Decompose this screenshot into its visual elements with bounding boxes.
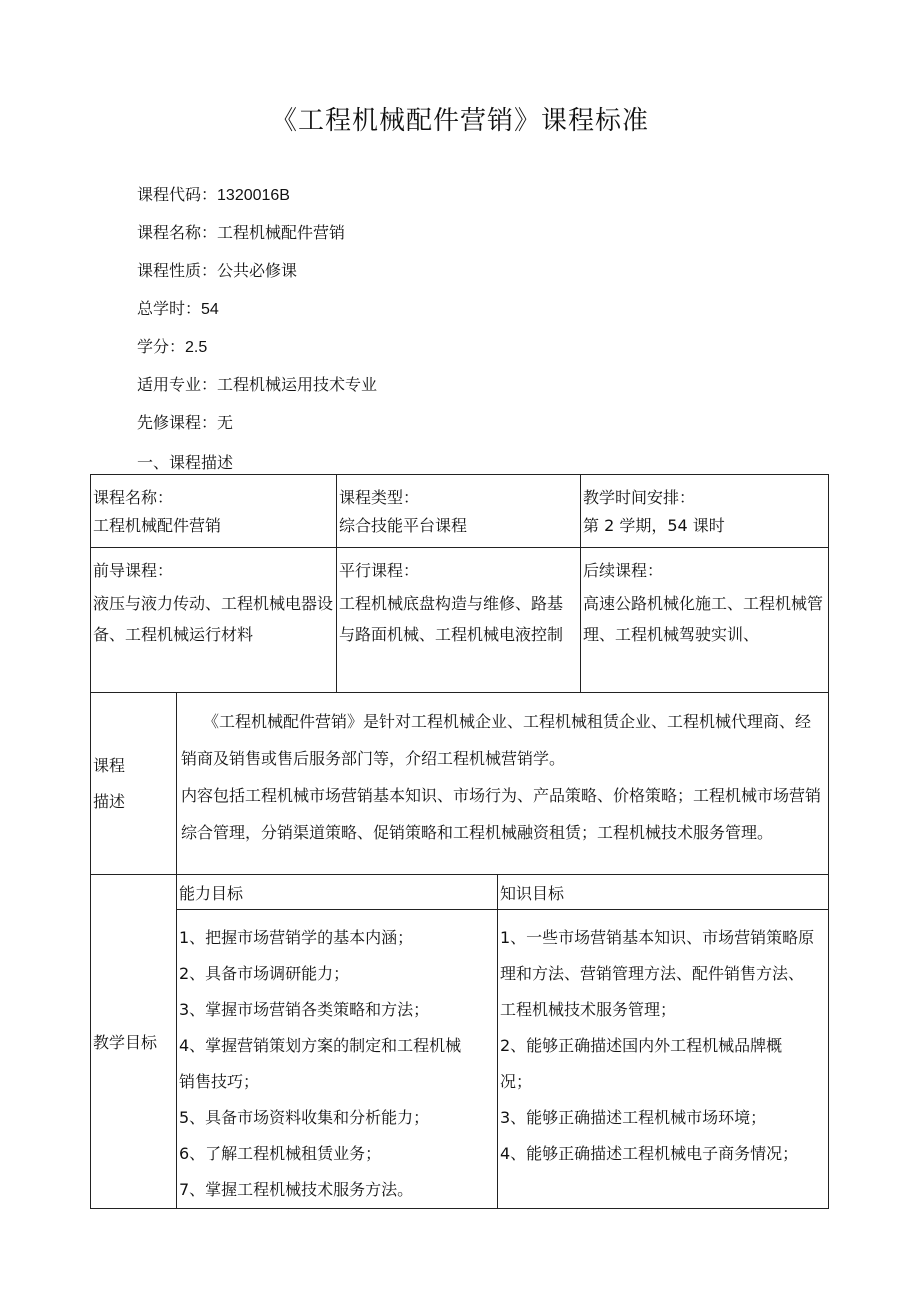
cell-goals-label: 教学目标: [91, 875, 177, 1209]
parallel-label: 平行课程：: [339, 561, 420, 580]
list-item: 3、能够正确描述工程机械市场环境；: [500, 1108, 767, 1127]
description-paragraph-1: 《工程机械配件营销》是针对工程机械企业、工程机械租赁企业、工程机械代理商、经销商及销售或售后服务部门等，介绍工程机械营销学。: [181, 712, 812, 768]
cell-course-type: [337, 475, 581, 548]
meta-applicable-major: 适用专业：工程机械运用技术专业: [137, 375, 378, 394]
cell-parallel-courses: [337, 548, 581, 693]
schedule-label: 教学时间安排：: [583, 488, 696, 507]
knowledge-goals-header: 知识目标: [498, 875, 829, 910]
description-label: 课程描述: [93, 755, 126, 811]
list-item: 4、能够正确描述工程机械电子商务情况；: [500, 1144, 799, 1163]
list-item: 5、具备市场资料收集和分析能力；: [179, 1108, 430, 1127]
meta-credits: 学分：2.5: [137, 337, 208, 356]
followup-label: 后续课程：: [583, 561, 664, 580]
table-row-related-courses: [91, 548, 829, 693]
ability-goals-header: 能力目标: [177, 875, 498, 910]
prereq-label: 前导课程：: [93, 561, 174, 580]
prereq-value: 液压与液力传动、工程机械电器设备、工程机械运行材料: [93, 594, 334, 644]
meta-course-name: 课程名称：工程机械配件营销: [137, 223, 346, 242]
cell-followup-courses: [581, 548, 829, 693]
course-table: [90, 474, 829, 1209]
meta-course-nature: 课程性质：公共必修课: [137, 261, 298, 280]
list-item: 6、了解工程机械租赁业务；: [179, 1144, 382, 1163]
cell-description-label: [91, 693, 177, 875]
cell-prereq-courses: [91, 548, 337, 693]
cell-description-text: [177, 693, 829, 875]
table-row-description: [91, 693, 829, 875]
parallel-value: 工程机械底盘构造与维修、路基与路面机械、工程机械电液控制: [339, 594, 564, 644]
knowledge-goals-list: [498, 910, 829, 1209]
cell-schedule: [581, 475, 829, 548]
list-item: 7、掌握工程机械技术服务方法。: [179, 1180, 414, 1199]
list-item: 2、具备市场调研能力；: [179, 964, 350, 983]
followup-value: 高速公路机械化施工、工程机械管理、工程机械驾驶实训、: [583, 594, 824, 644]
schedule-value: 第 2 学期，54 课时: [583, 516, 725, 535]
list-item: 4、掌握营销策划方案的制定和工程机械销售技巧；: [179, 1036, 462, 1091]
course-name-label: 课程名称：: [93, 488, 174, 507]
meta-course-code: 课程代码：1320016B: [137, 185, 290, 204]
table-row-basic-info: [91, 475, 829, 548]
course-type-value: 综合技能平台课程: [339, 516, 468, 535]
description-paragraph-2: 内容包括工程机械市场营销基本知识、市场行为、产品策略、价格策略；工程机械市场营销综合管理，分销渠道策略、促销策略和工程机械融资租赁；工程机械技术服务管理。: [181, 786, 822, 842]
document-title: 《工程机械配件营销》课程标准: [270, 106, 649, 136]
table-row-goals-header: [91, 875, 829, 910]
list-item: 3、掌握市场营销各类策略和方法；: [179, 1000, 430, 1019]
section-heading-course-description: 一、课程描述: [137, 453, 234, 472]
list-item: 1、把握市场营销学的基本内涵；: [179, 928, 414, 947]
list-item: 2、能够正确描述国内外工程机械品牌概况；: [500, 1036, 783, 1091]
table-row-goals-content: [91, 910, 829, 1209]
list-item: 1、一些市场营销基本知识、市场营销策略原理和方法、营销管理方法、配件销售方法、工程机械技术服务管理；: [500, 928, 815, 1019]
course-name-value: 工程机械配件营销: [93, 516, 222, 535]
cell-course-name: [91, 475, 337, 548]
meta-total-hours: 总学时：54: [137, 299, 219, 318]
meta-prerequisite: 先修课程：无: [137, 413, 234, 432]
course-type-label: 课程类型：: [339, 488, 420, 507]
ability-goals-list: [177, 910, 498, 1209]
